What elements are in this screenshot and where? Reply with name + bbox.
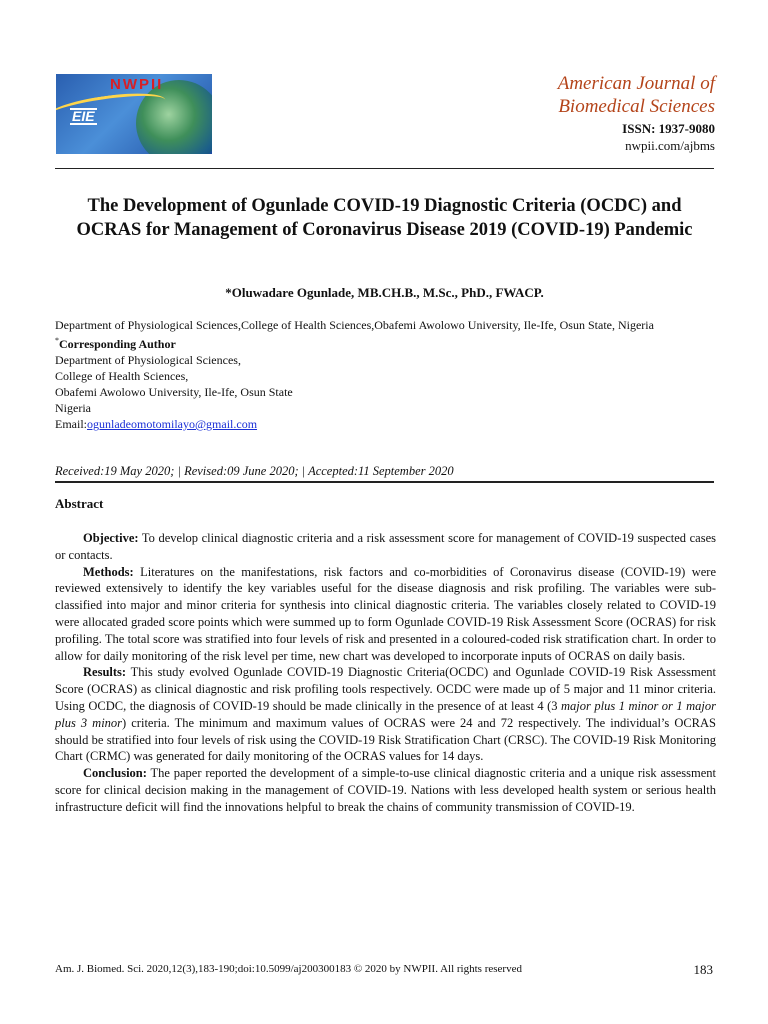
journal-name-line2: Biomedical Sciences: [558, 96, 715, 117]
affiliation-block: [55, 317, 714, 432]
publisher-logo: [56, 74, 212, 154]
issn: ISSN: 1937-9080: [622, 121, 715, 136]
affiliation: Department of Physiological Sciences,College of Health Sciences,Obafemi Awolowo University, Ile-Ife, Osun State, Nigeria: [55, 318, 654, 332]
dates-divider: [55, 481, 714, 483]
corr-address-line: Nigeria: [55, 401, 91, 415]
journal-website[interactable]: nwpii.com/ajbms: [625, 138, 715, 153]
abstract-methods: Methods: Literatures on the manifestations, risk factors and co-morbidities of Coronavirus disease (COVID-19) were reviewed extensively to identify the key variables useful for the disease diagnosis and risk profiling. The variables were sub-classified into major and minor criteria for synthesis into clinical diagnostic criteria. The variables closely related to COVID-19 were allocated graded score points which were summed up to form Ogunlade COVID-19 Risk Assessment Score (OCRAS) for risk profiling. The total score was stratified into four levels of risk and presented in a coloured-coded risk stratification chart. In order to allow for daily monitoring of the risk level per time, new chart was developed to incorporate inputs of OCRAS on daily basis.: [55, 564, 716, 663]
abstract-results: Results: This study evolved Ogunlade COVID-19 Diagnostic Criteria(OCDC) and Ogunlade COVID-19 Risk Assessment Score (OCRAS) as clinical diagnostic and risk profiling tools respectively. OCDC were made up of 5 major and 11 minor criteria. Using OCDC, the diagnosis of COVID-19 should be made clinically in the presence of at least 4 (3 major plus 1 minor or 1 major plus 3 minor) criteria. The minimum and maximum values of OCRAS were 24 and 72 respectively. The individual’s OCRAS should be stratified into four levels of risk using the COVID-19 Risk Stratification Chart (CRSC). The COVID-19 Risk Monitoring Chart (CRMC) was generated for daily monitoring of the OCRAS values for 14 days.: [55, 665, 716, 764]
article-dates: Received:19 May 2020; | Revised:09 June 2020; | Accepted:11 September 2020: [55, 464, 454, 478]
abstract-objective: Objective: To develop clinical diagnostic criteria and a risk assessment score for management of COVID-19 suspected cases or contacts.: [55, 531, 716, 562]
journal-name: [558, 72, 715, 118]
abstract-body: [55, 530, 716, 816]
journal-name-line1: American Journal of: [557, 73, 715, 94]
corr-address-line: Department of Physiological Sciences,: [55, 353, 241, 367]
logo-mark: EIE: [72, 108, 95, 124]
header-divider: [55, 168, 714, 169]
citation-footer: Am. J. Biomed. Sci. 2020,12(3),183-190;doi:10.5099/aj200300183 © 2020 by NWPII. All rights reserved: [55, 963, 522, 975]
author-line: *Oluwadare Ogunlade, MB.CH.B., M.Sc., PhD., FWACP.: [225, 285, 544, 300]
logo-text: NWPII: [110, 76, 164, 93]
article-title: The Development of Ogunlade COVID-19 Diagnostic Criteria (OCDC) and OCRAS for Management of Coronavirus Disease 2019 (COVID-19) Pandemic: [76, 196, 693, 240]
corresponding-author-heading: *Corresponding Author: [55, 336, 176, 351]
corr-address-line: College of Health Sciences,: [55, 369, 189, 383]
abstract-conclusion: Conclusion: The paper reported the development of a simple-to-use clinical diagnostic criteria and a unique risk assessment score for clinical decision making in the management of COVID-19. Nations with less developed health system or serious health infrastructure deficit will find the innovations helpful to break the chains of community transmission of COVID-19.: [55, 766, 716, 814]
page-number: 183: [693, 962, 713, 977]
email-line: Email:ogunladeomotomilayo@gmail.com: [55, 417, 258, 431]
corr-address-line: Obafemi Awolowo University, Ile-Ife, Osun State: [55, 385, 293, 399]
abstract-heading: Abstract: [55, 496, 104, 511]
email-link[interactable]: ogunladeomotomilayo@gmail.com: [87, 417, 258, 431]
